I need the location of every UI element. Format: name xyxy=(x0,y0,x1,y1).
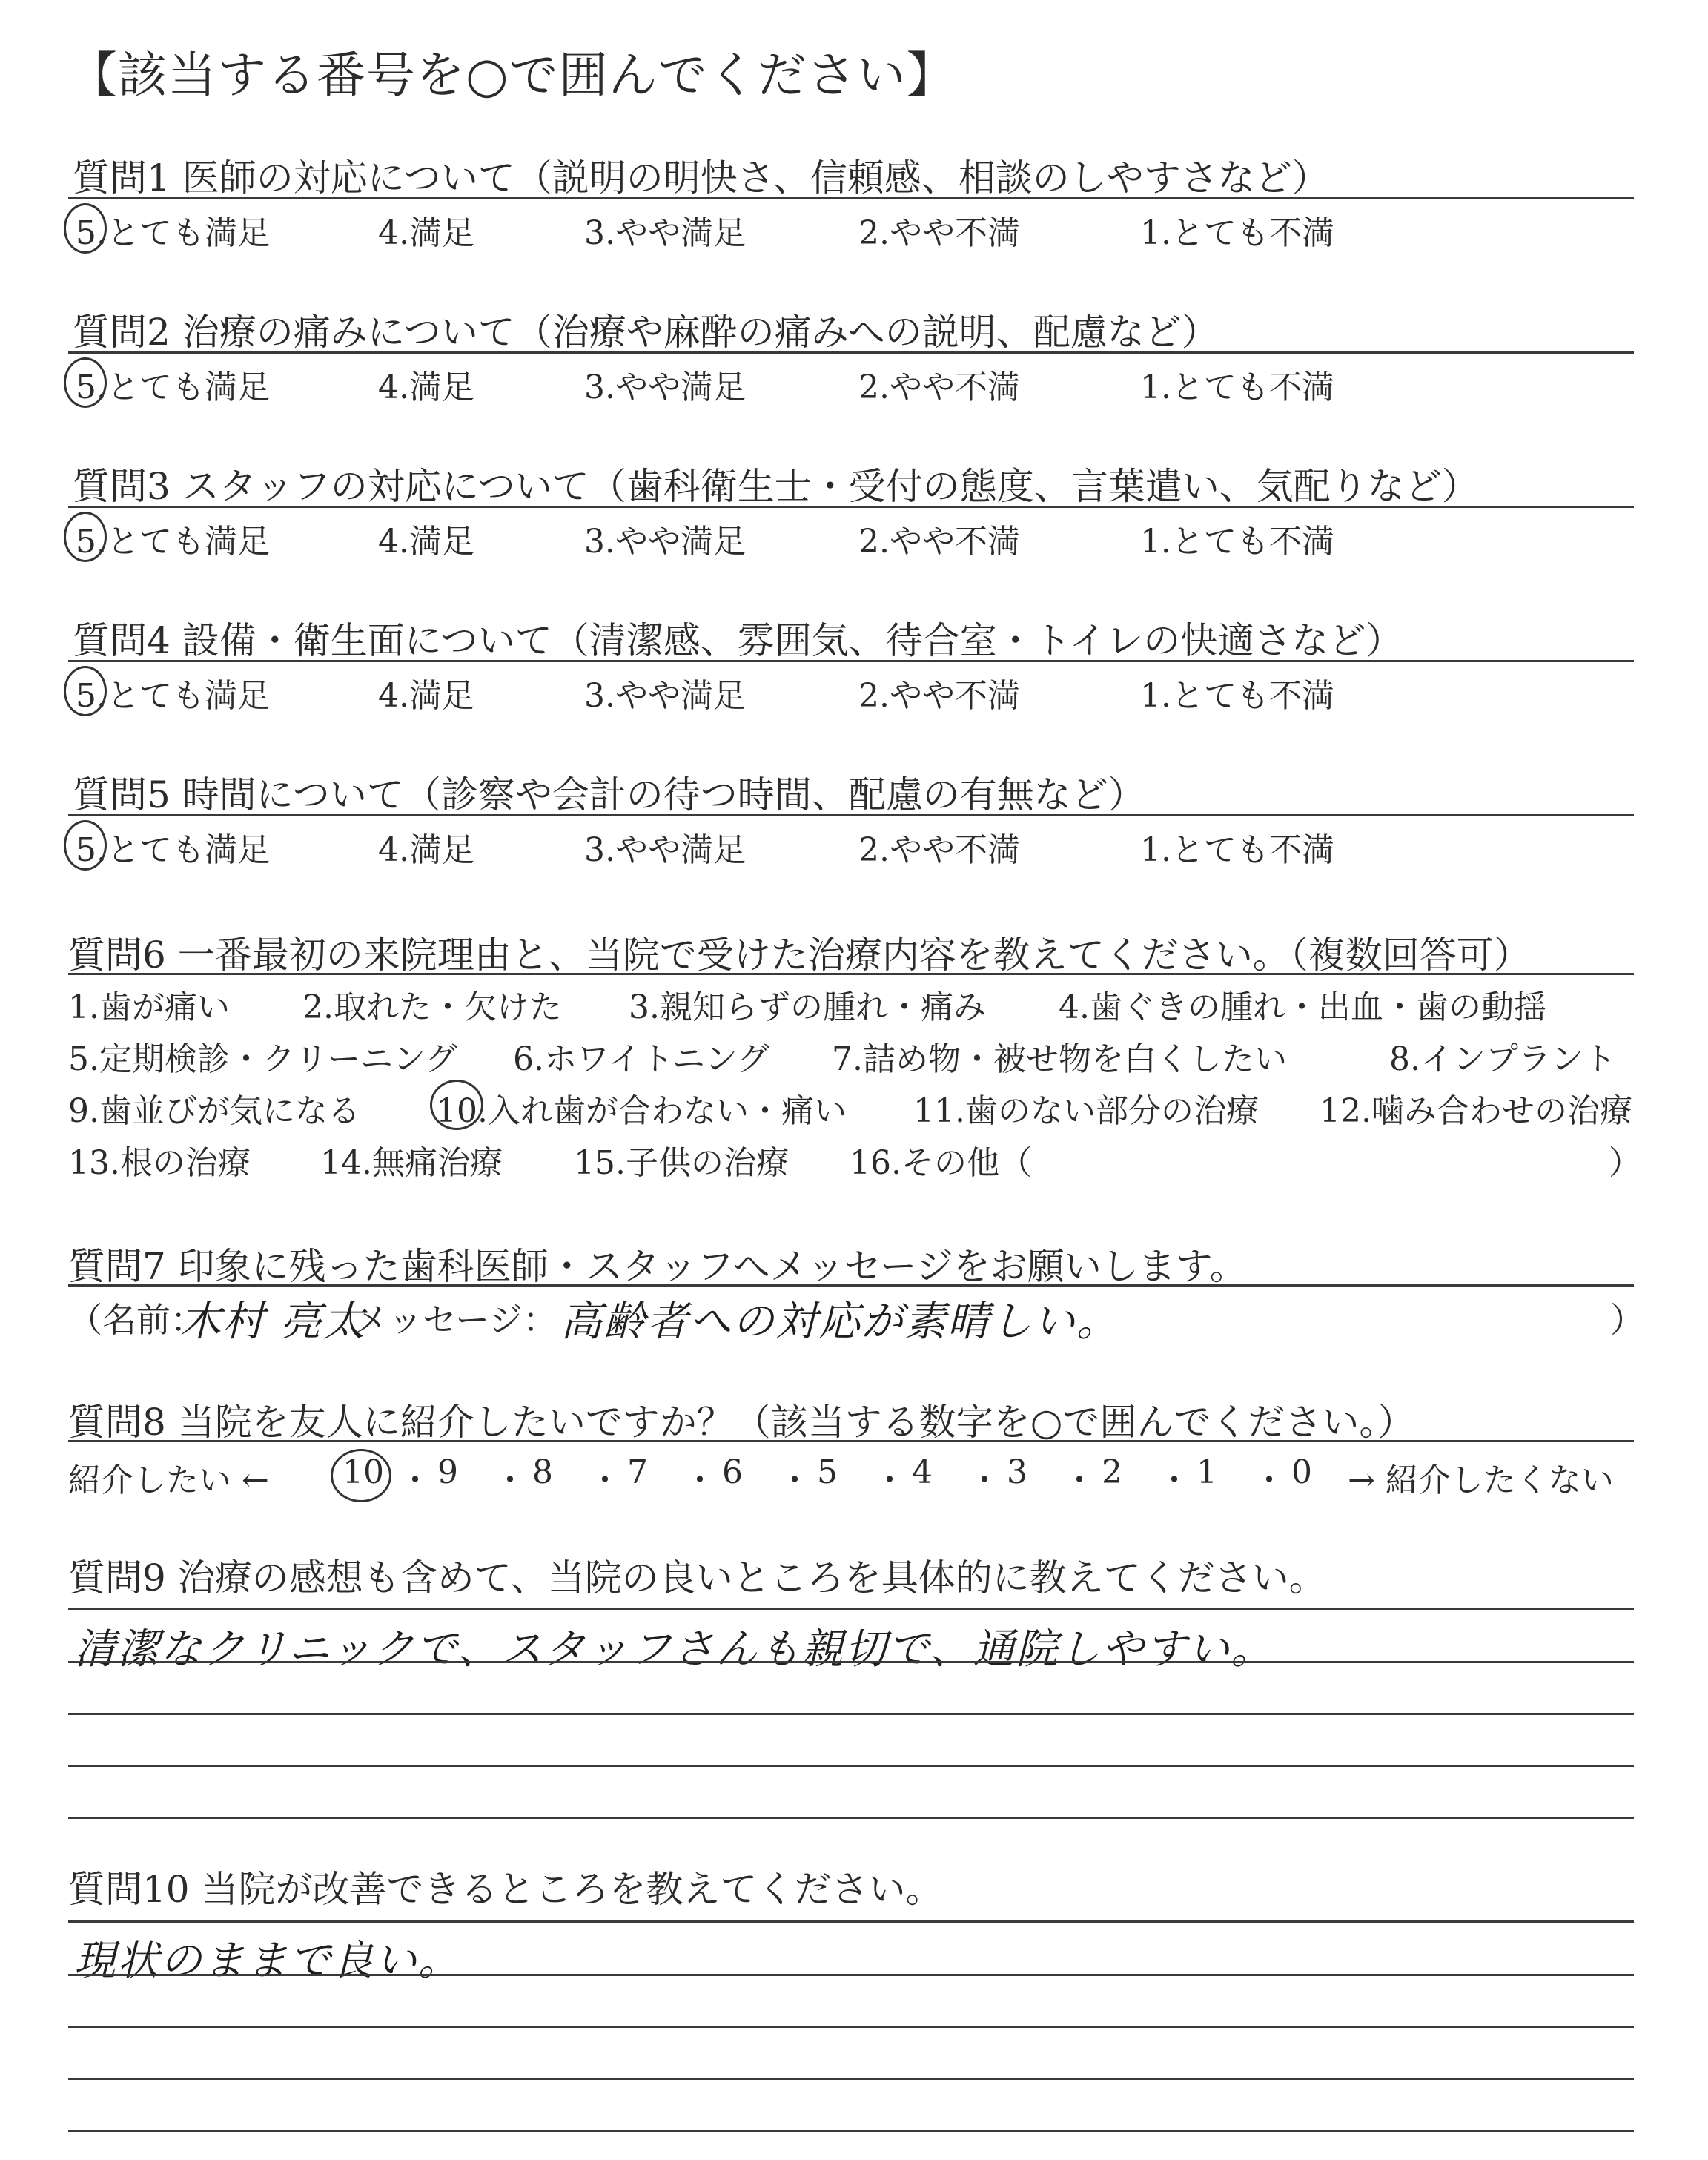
question-1-option-4[interactable]: 4.満足 xyxy=(378,214,474,252)
q6-option-10[interactable]: 10.入れ歯が合わない・痛い xyxy=(436,1092,847,1130)
q8-scale-separator: ・ xyxy=(1253,1462,1285,1499)
question-2-label: 質問2 治療の痛みについて（治療や麻酔の痛みへの説明、配慮など） xyxy=(73,311,1219,354)
q6-option-13[interactable]: 13.根の治療 xyxy=(68,1144,251,1182)
q8-scale-2[interactable]: 2 xyxy=(1102,1453,1122,1491)
q8-scale-separator: ・ xyxy=(399,1462,431,1499)
q7-label: 質問7 印象に残った歯科医師・スタッフへメッセージをお願いします。 xyxy=(68,1245,1247,1288)
question-2-rule xyxy=(68,351,1634,354)
q9-label: 質問9 治療の感想も含めて、当院の良いところを具体的に教えてください。 xyxy=(68,1556,1326,1599)
question-2-option-2[interactable]: 2.やや不満 xyxy=(858,369,1020,406)
question-4-option-4[interactable]: 4.満足 xyxy=(378,677,474,715)
q8-scale-separator: ・ xyxy=(1158,1462,1191,1499)
q8-scale-separator: ・ xyxy=(1063,1462,1096,1499)
q8-scale-separator: ・ xyxy=(494,1462,526,1499)
question-2-selection-circle xyxy=(64,357,107,408)
q6-option-7[interactable]: 7.詰め物・被せ物を白くしたい xyxy=(832,1040,1287,1078)
q6-selection-circle xyxy=(430,1080,483,1130)
q6-option-16[interactable]: 16.その他（ xyxy=(850,1144,1032,1182)
q6-rule xyxy=(68,973,1634,975)
question-1-rule xyxy=(68,197,1634,199)
q8-scale-5[interactable]: 5 xyxy=(817,1453,838,1491)
question-1-option-5[interactable]: 5.とても満足 xyxy=(76,214,270,252)
question-4-label: 質問4 設備・衛生面について（清潔感、雰囲気、待合室・トイレの快適さなど） xyxy=(73,619,1403,662)
q10-rule-3 xyxy=(68,2026,1634,2028)
question-5-option-5[interactable]: 5.とても満足 xyxy=(76,831,270,869)
question-5-option-3[interactable]: 3.やや満足 xyxy=(584,831,746,869)
q9-rule-2 xyxy=(68,1661,1634,1663)
question-1-option-2[interactable]: 2.やや不満 xyxy=(858,214,1020,252)
q6-option-9[interactable]: 9.歯並びが気になる xyxy=(68,1092,360,1130)
page-title: 【該当する番号を○で囲んでください】 xyxy=(68,47,956,104)
q6-option-15[interactable]: 15.子供の治療 xyxy=(574,1144,789,1182)
q8-scale-3[interactable]: 3 xyxy=(1007,1453,1027,1491)
question-3-label: 質問3 スタッフの対応について（歯科衛生士・受付の態度、言葉遣い、気配りなど） xyxy=(73,465,1479,508)
q10-answer[interactable]: 現状のままで良い。 xyxy=(74,1937,461,1985)
question-3-option-1[interactable]: 1.とても不満 xyxy=(1140,523,1334,561)
q8-scale-separator: ・ xyxy=(873,1462,906,1499)
q10-rule-2 xyxy=(68,1974,1634,1976)
q6-option-5[interactable]: 5.定期検診・クリーニング xyxy=(68,1040,458,1078)
question-2-option-4[interactable]: 4.満足 xyxy=(378,369,474,406)
question-4-rule xyxy=(68,660,1634,662)
question-3-option-2[interactable]: 2.やや不満 xyxy=(858,523,1020,561)
question-1-label: 質問1 医師の対応について（説明の明快さ、信頼感、相談のしやすさなど） xyxy=(73,156,1329,199)
q8-scale-separator: ・ xyxy=(778,1462,811,1499)
q10-rule-1 xyxy=(68,1920,1634,1923)
q7-answer-row xyxy=(68,1289,1644,1355)
q8-scale-1[interactable]: 1 xyxy=(1196,1453,1217,1491)
question-4-selection-circle xyxy=(64,666,107,716)
q7-name-value[interactable]: 木村 亮太 xyxy=(179,1298,366,1346)
q6-option-6[interactable]: 6.ホワイトニング xyxy=(513,1040,770,1078)
question-1-selection-circle xyxy=(64,203,107,254)
question-2-option-1[interactable]: 1.とても不満 xyxy=(1140,369,1334,406)
q6-option-4[interactable]: 4.歯ぐきの腫れ・出血・歯の動揺 xyxy=(1059,988,1546,1026)
q6-option-2[interactable]: 2.取れた・欠けた xyxy=(302,988,562,1026)
q8-left-label: 紹介したい ← xyxy=(68,1462,269,1499)
question-3-option-5[interactable]: 5.とても満足 xyxy=(76,523,270,561)
q6-label: 質問6 一番最初の来院理由と、当院で受けた治療内容を教えてください。（複数回答可） xyxy=(68,934,1531,977)
q6-option-3[interactable]: 3.親知らずの腫れ・痛み xyxy=(629,988,986,1026)
q8-label: 質問8 当院を友人に紹介したいですか？（該当する数字を○で囲んでください。） xyxy=(68,1401,1415,1444)
question-4-option-2[interactable]: 2.やや不満 xyxy=(858,677,1020,715)
q7-message-prefix: メッセージ： xyxy=(354,1300,557,1340)
q8-rule xyxy=(68,1440,1634,1442)
question-4-option-1[interactable]: 1.とても不満 xyxy=(1140,677,1334,715)
q9-answer[interactable]: 清潔なクリニックで、スタッフさんも親切で、通院しやすい。 xyxy=(74,1625,1274,1674)
q7-message-value[interactable]: 高齢者への対応が素晴しい。 xyxy=(560,1298,1119,1346)
question-5-selection-circle xyxy=(64,820,107,871)
q9-rule-3 xyxy=(68,1713,1634,1715)
q10-rule-5 xyxy=(68,2130,1634,2132)
question-2-option-3[interactable]: 3.やや満足 xyxy=(584,369,746,406)
q6-option-1[interactable]: 1.歯が痛い xyxy=(68,988,230,1026)
question-4-option-3[interactable]: 3.やや満足 xyxy=(584,677,746,715)
question-4-option-5[interactable]: 5.とても満足 xyxy=(76,677,270,715)
question-3-selection-circle xyxy=(64,512,107,562)
question-5-label: 質問5 時間について（診察や会計の待つ時間、配慮の有無など） xyxy=(73,773,1145,816)
question-5-rule xyxy=(68,814,1634,816)
q8-scale-10[interactable]: 10 xyxy=(342,1453,384,1491)
question-3-option-4[interactable]: 4.満足 xyxy=(378,523,474,561)
q6-option-8[interactable]: 8.インプラント xyxy=(1389,1040,1616,1078)
q8-scale-6[interactable]: 6 xyxy=(722,1453,743,1491)
q7-rule xyxy=(68,1284,1634,1287)
question-3-rule xyxy=(68,506,1634,508)
q8-selection-circle xyxy=(331,1449,391,1502)
q8-scale-7[interactable]: 7 xyxy=(627,1453,648,1491)
q7-close-paren: ） xyxy=(1610,1300,1644,1340)
question-2-option-5[interactable]: 5.とても満足 xyxy=(76,369,270,406)
q9-rule-5 xyxy=(68,1817,1634,1819)
q9-rule-1 xyxy=(68,1608,1634,1610)
question-5-option-1[interactable]: 1.とても不満 xyxy=(1140,831,1334,869)
question-3-option-3[interactable]: 3.やや満足 xyxy=(584,523,746,561)
question-1-option-3[interactable]: 3.やや満足 xyxy=(584,214,746,252)
q6-option-11[interactable]: 11.歯のない部分の治療 xyxy=(913,1092,1259,1130)
q7-name-prefix: （名前： xyxy=(68,1300,205,1340)
q6-option-12[interactable]: 12.噛み合わせの治療 xyxy=(1320,1092,1632,1130)
question-5-option-4[interactable]: 4.満足 xyxy=(378,831,474,869)
q10-rule-4 xyxy=(68,2078,1634,2080)
q9-rule-4 xyxy=(68,1765,1634,1767)
q10-label: 質問10 当院が改善できるところを教えてください。 xyxy=(68,1868,943,1911)
q8-scale-8[interactable]: 8 xyxy=(532,1453,553,1491)
q8-right-label: → 紹介したくない xyxy=(1348,1462,1614,1499)
q8-scale-separator: ・ xyxy=(968,1462,1001,1499)
q6-option-14[interactable]: 14.無痛治療 xyxy=(320,1144,503,1182)
q6-close-paren: ） xyxy=(1609,1144,1641,1182)
q8-scale-separator: ・ xyxy=(683,1462,716,1499)
question-1-option-1[interactable]: 1.とても不満 xyxy=(1140,214,1334,252)
q8-scale-4[interactable]: 4 xyxy=(912,1453,933,1491)
q8-scale-0[interactable]: 0 xyxy=(1291,1453,1312,1491)
question-5-option-2[interactable]: 2.やや不満 xyxy=(858,831,1020,869)
q8-scale-9[interactable]: 9 xyxy=(437,1453,458,1491)
q8-scale-separator: ・ xyxy=(589,1462,621,1499)
